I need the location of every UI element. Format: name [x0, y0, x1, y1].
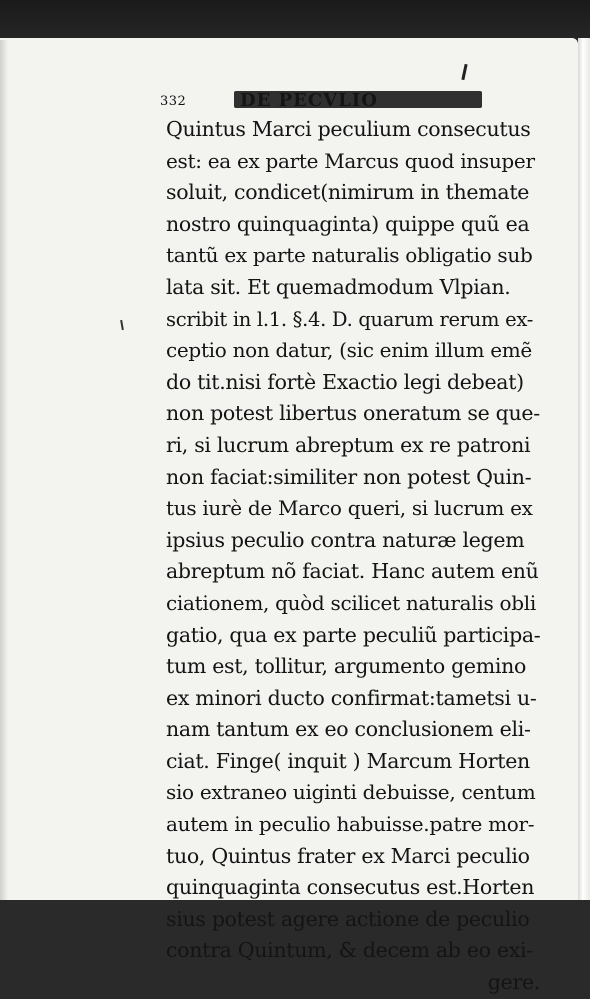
- text-line: tus iurè de Marco queri, si lucrum ex: [166, 496, 533, 521]
- text-line: est: ea ex parte Marcus quod insuper: [166, 148, 535, 173]
- text-line: ri, si lucrum abreptum ex re patroni: [166, 432, 531, 457]
- text-line: quinquaginta consecutus est.Horten: [166, 875, 535, 900]
- text-line: ex minori ducto confirmat:tametsi u-: [166, 685, 537, 710]
- text-line: soluit, condicet(nimirum in themate: [166, 180, 530, 205]
- redaction-bar: [234, 91, 482, 108]
- text-line: ciat. Finge( inquit ) Marcum Horten: [166, 748, 530, 773]
- text-line: do tit.nisi fortè Exactio legi debeat): [166, 369, 524, 394]
- body-text: [166, 114, 540, 999]
- scanner-border: [0, 0, 590, 40]
- text-line: non faciat:similiter non potest Quin-: [166, 464, 532, 489]
- text-line: gere.: [487, 970, 540, 995]
- text-line: ciationem, quòd scilicet naturalis obli: [166, 590, 536, 615]
- page-gutter: [0, 40, 8, 900]
- text-line: nam tantum ex eo conclusionem eli-: [166, 717, 531, 742]
- text-line: ceptio non datur, (sic enim illum emẽ: [166, 338, 532, 363]
- page-number: 332: [160, 94, 187, 109]
- text-line: sius potest agere actione de peculio: [166, 906, 530, 931]
- page-edge: [578, 38, 590, 900]
- text-line: lata sit. Et quemadmodum Vlpian.: [166, 274, 511, 299]
- text-line: nostro quinquaginta) quippe quũ ea: [166, 211, 530, 236]
- text-line: scribit in l.1. §.4. D. quarum rerum ex-: [166, 307, 534, 331]
- text-line: abreptum nõ faciat. Hanc autem enũ: [166, 559, 539, 584]
- text-line: tantũ ex parte naturalis obligatio sub: [166, 243, 533, 268]
- text-line: autem in peculio habuisse.patre mor-: [166, 812, 535, 837]
- text-line: Quintus Marci peculium consecutus: [166, 117, 531, 141]
- text-line: sio extraneo uiginti debuisse, centum: [166, 780, 536, 805]
- text-line: gatio, qua ex parte peculiũ participa-: [166, 622, 541, 647]
- text-line: tum est, tollitur, argumento gemino: [166, 654, 527, 679]
- text-line: non potest libertus oneratum se que-: [166, 401, 540, 426]
- text-line: contra Quintum, & decem ab eo exi-: [166, 938, 533, 963]
- page-header: [160, 86, 480, 112]
- text-line: tuo, Quintus frater ex Marci peculio: [166, 843, 530, 868]
- text-line: ipsius peculio contra naturæ legem: [166, 527, 525, 552]
